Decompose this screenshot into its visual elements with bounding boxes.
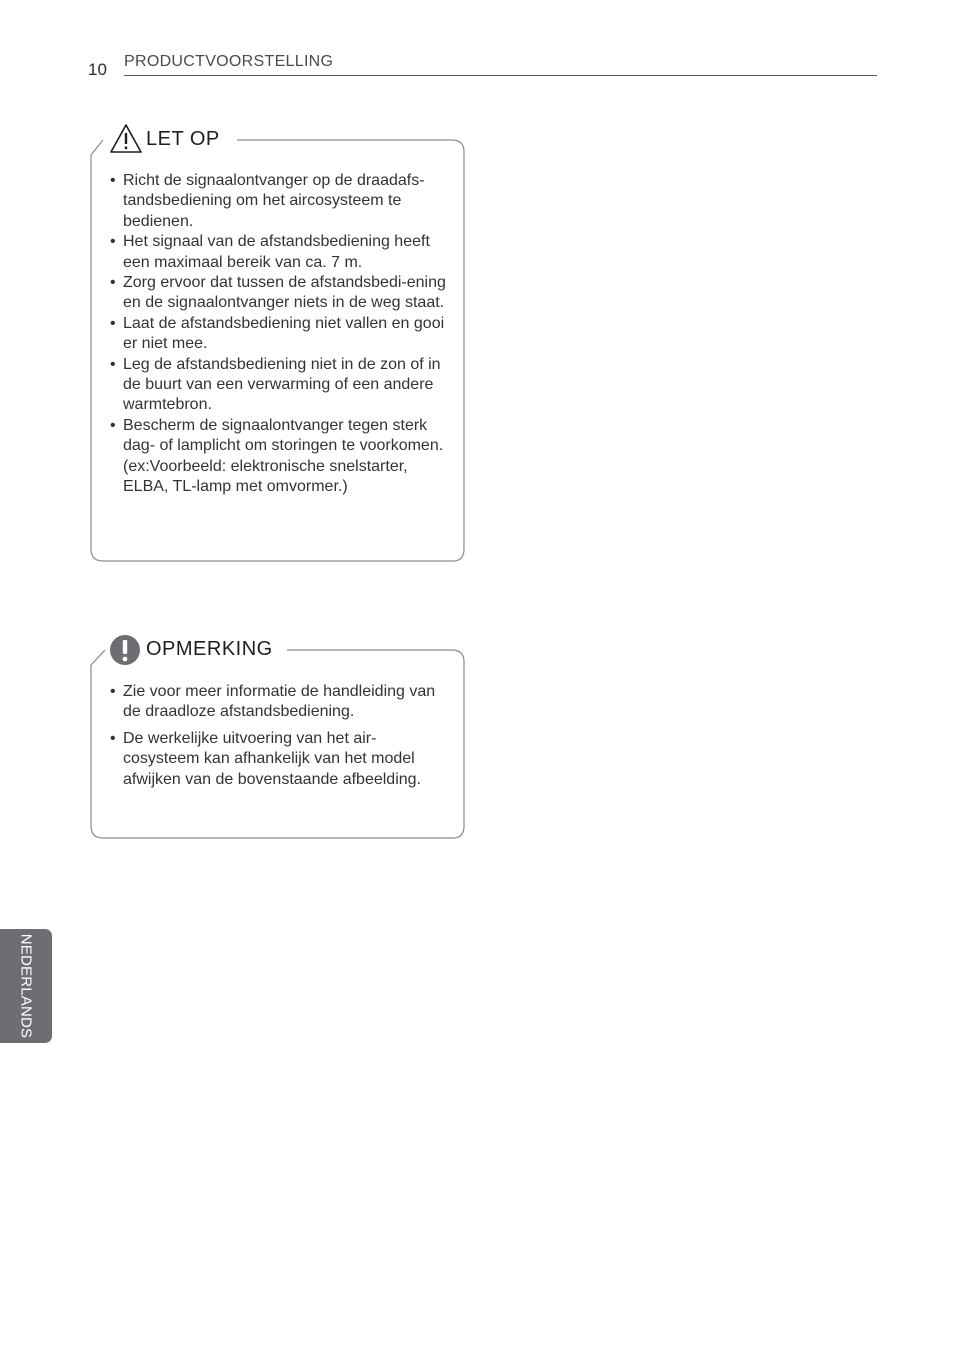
caution-title: LET OP [146,127,230,151]
list-item: • Zie voor meer informatie de handleiding van de draadloze afstandsbediening. [109,682,449,723]
language-tab [0,929,52,1043]
page-header [88,52,877,78]
list-item: • Zorg ervoor dat tussen de afstandsbedi-ening en de signaalontvanger niets in de weg staat. [109,273,449,314]
section-title: PRODUCTVOORSTELLING [124,53,334,70]
exclamation-circle-icon [109,634,143,668]
list-item: • Richt de signaalontvanger op de draadafs-tandsbediening om het aircosysteem te bedienen. [109,171,449,232]
list-item: • Bescherm de signaalontvanger tegen sterk dag- of lamplicht om storingen te voorkomen. (ex:Voorbeeld: elektronische snelstarter, ELBA, TL-lamp met omvormer.) [109,416,449,498]
header-rule [124,75,877,76]
warning-triangle-icon [109,122,143,156]
caution-list [109,171,449,498]
caution-box [89,122,465,563]
note-title: OPMERKING [146,637,277,661]
language-tab-label: NEDERLANDS [17,933,35,1039]
note-list [109,682,449,790]
list-item: • De werkelijke uitvoering van het air-cosysteem kan afhankelijk van het model afwijken van de bovenstaande afbeelding. [109,729,449,790]
list-item: • Leg de afstandsbediening niet in de zon of in de buurt van een verwarming of een andere warmtebron. [109,355,449,416]
list-item: • Het signaal van de afstandsbediening heeft een maximaal bereik van ca. 7 m. [109,232,449,273]
note-box [89,632,465,840]
list-item: • Laat de afstandsbediening niet vallen en gooi er niet mee. [109,314,449,355]
page-number: 10 [88,60,107,79]
